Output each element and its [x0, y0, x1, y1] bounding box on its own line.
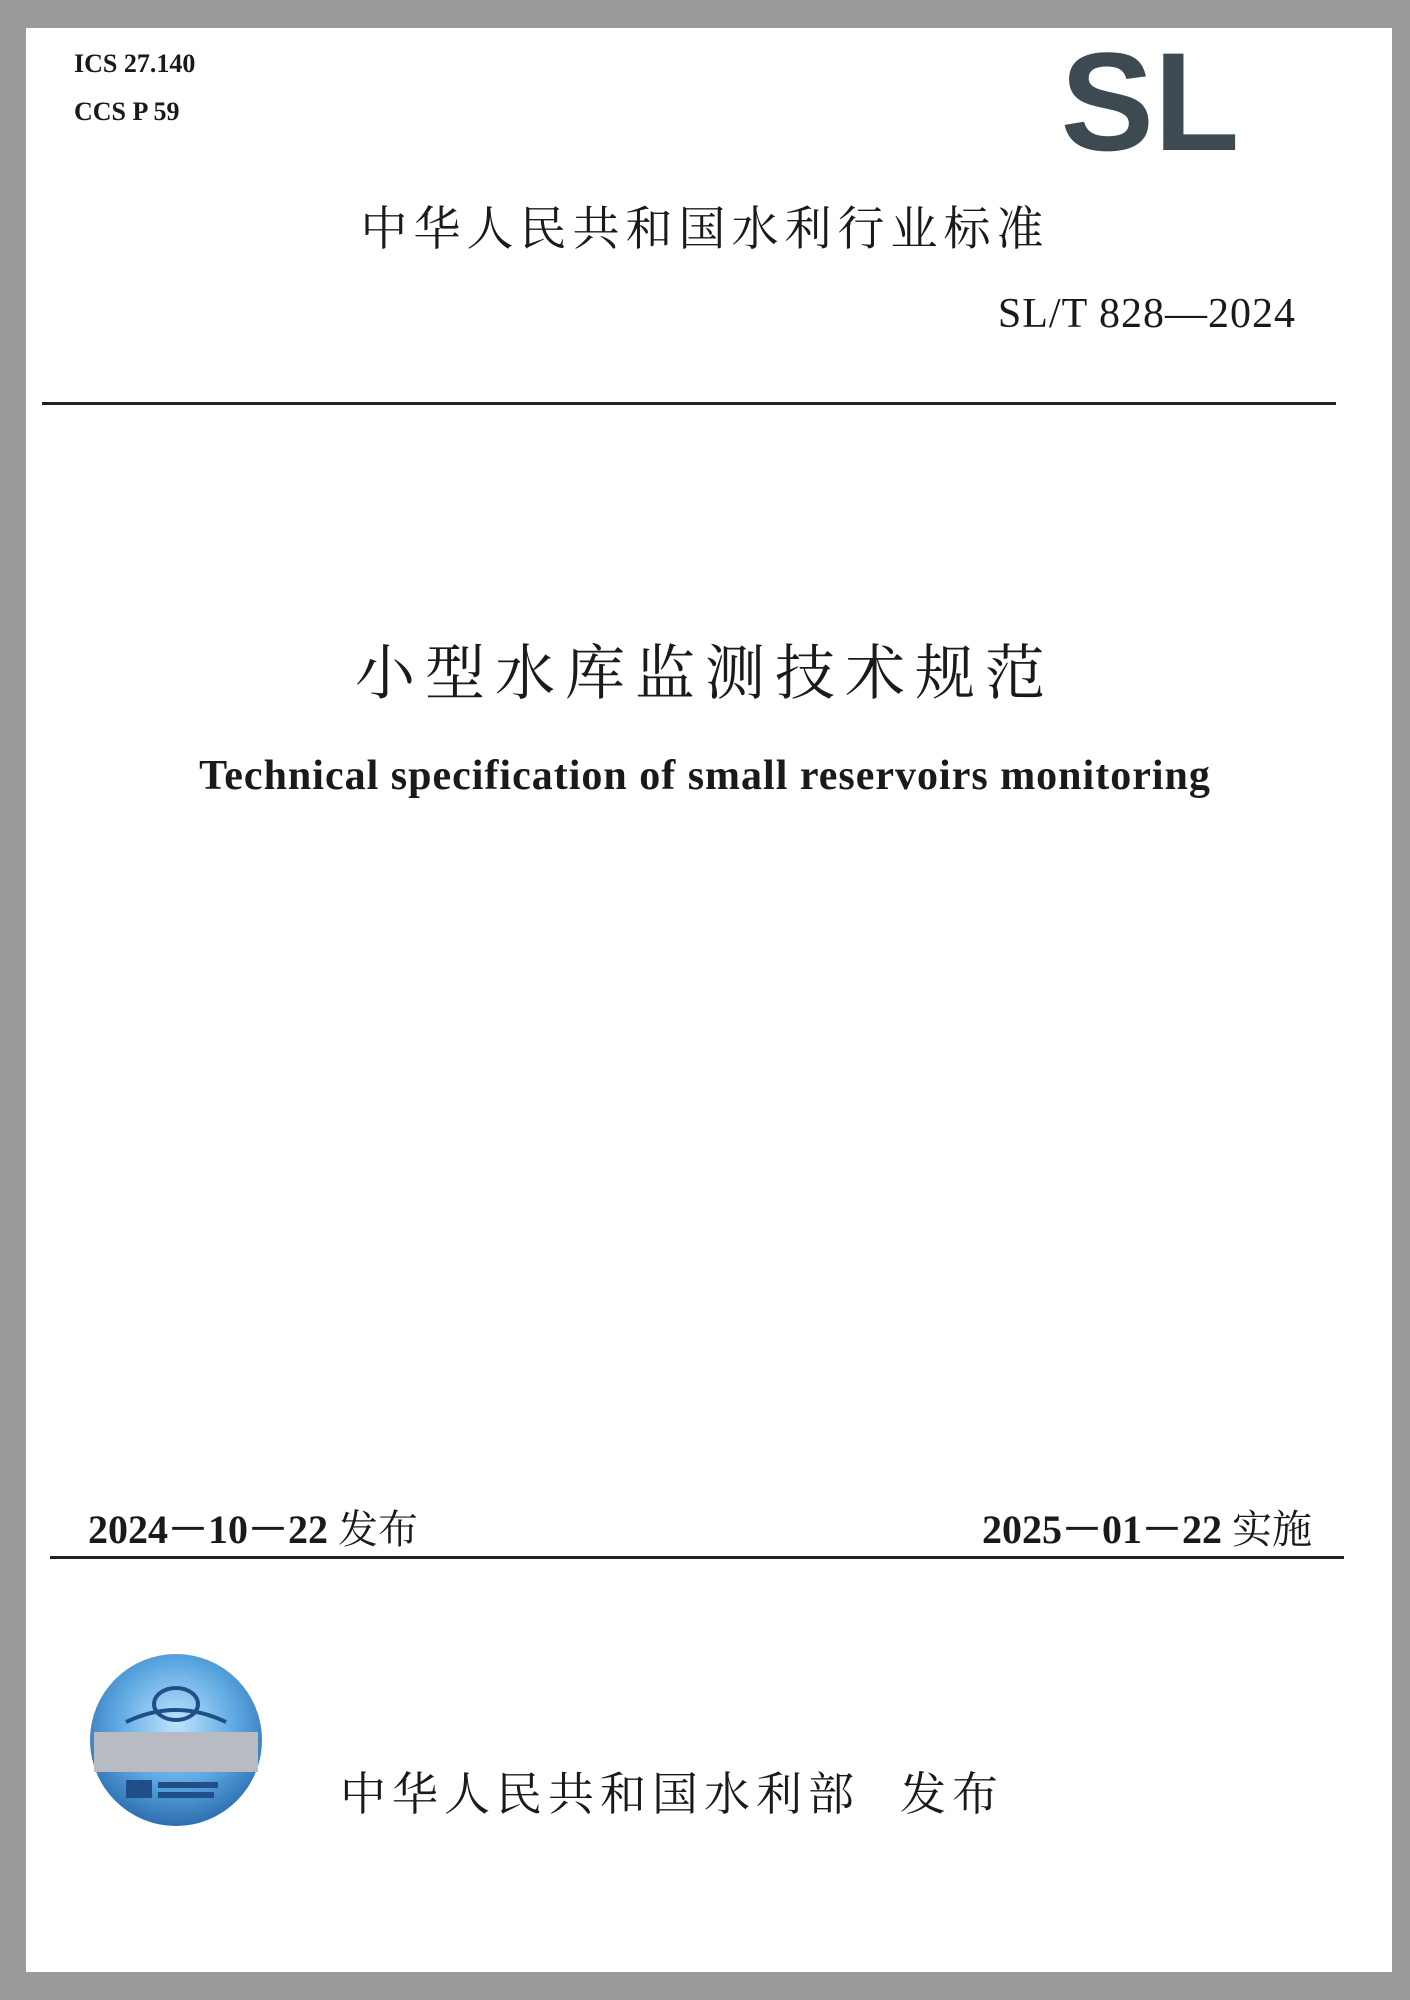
ministry-title: 中华人民共和国水利行业标准 — [360, 202, 1050, 257]
issue-date: 2024－10－22 — [88, 1507, 328, 1552]
publisher-name: 中华人民共和国水利部 — [340, 1767, 860, 1821]
top-divider — [42, 402, 1336, 405]
effective-date-line — [982, 1498, 1312, 1555]
issue-label: 发布 — [338, 1507, 418, 1553]
ccs-code: CCS P 59 — [74, 97, 180, 126]
effective-label: 实施 — [1232, 1507, 1312, 1553]
sl-logo-text: SL — [1060, 38, 1240, 168]
issue-date-line — [88, 1498, 418, 1555]
title-english: Technical specification of small reservoirs monitoring — [199, 753, 1211, 799]
anti-counterfeit-seal-icon — [86, 1650, 266, 1830]
title-chinese: 小型水库监测技术规范 — [355, 639, 1055, 709]
bottom-divider — [50, 1556, 1344, 1559]
publisher-line — [340, 1758, 1004, 1824]
classification-codes — [74, 40, 195, 136]
ics-code: ICS 27.140 — [74, 49, 196, 78]
effective-date: 2025－01－22 — [982, 1507, 1222, 1552]
publisher-verb: 发布 — [900, 1767, 1004, 1821]
sl-logo-icon — [1034, 38, 1266, 168]
standard-code: SL/T 828—2024 — [997, 291, 1296, 337]
